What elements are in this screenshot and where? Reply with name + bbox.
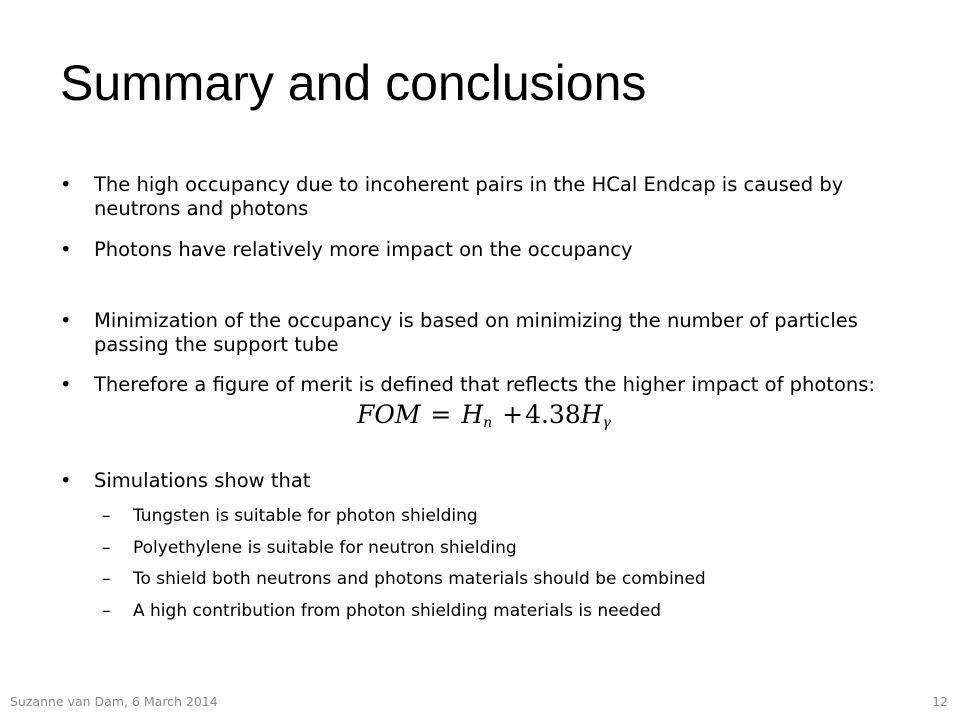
slide-title: Summary and conclusions xyxy=(60,55,647,111)
bullet-minimization: • Minimization of the occupancy is based on minimizing the number of particles passing the support tube xyxy=(94,309,894,357)
sub-bullet-photon-contribution: – A high contribution from photon shielding materials is needed xyxy=(102,601,662,621)
formula-coefficient: 4.38 xyxy=(525,400,581,429)
bullet-figure-of-merit: • Therefore a figure of merit is defined that reflects the higher impact of photons: xyxy=(94,373,894,397)
formula-equals: = xyxy=(430,400,452,429)
formula-term1: $H_n$ xyxy=(461,400,493,431)
bullet-simulations: • Simulations show that xyxy=(94,469,894,493)
formula-term2: $H_\gamma$ xyxy=(580,400,611,431)
fom-formula xyxy=(357,400,611,438)
sub-bullet-combined-shielding: – To shield both neutrons and photons materials should be combined xyxy=(102,569,706,589)
formula-plus: + xyxy=(502,400,524,429)
bullet-high-occupancy: • The high occupancy due to incoherent pairs in the HCal Endcap is caused by neutrons and photons xyxy=(94,173,894,221)
sub-bullet-polyethylene: – Polyethylene is suitable for neutron shielding xyxy=(102,538,517,558)
bullet-photons-impact: • Photons have relatively more impact on the occupancy xyxy=(94,238,894,262)
footer-author-date: Suzanne van Dam, 6 March 2014 xyxy=(10,694,218,709)
slide-number: 12 xyxy=(932,694,948,709)
sub-bullet-tungsten: – Tungsten is suitable for photon shielding xyxy=(102,506,478,526)
formula-lhs: FOM xyxy=(357,400,421,429)
